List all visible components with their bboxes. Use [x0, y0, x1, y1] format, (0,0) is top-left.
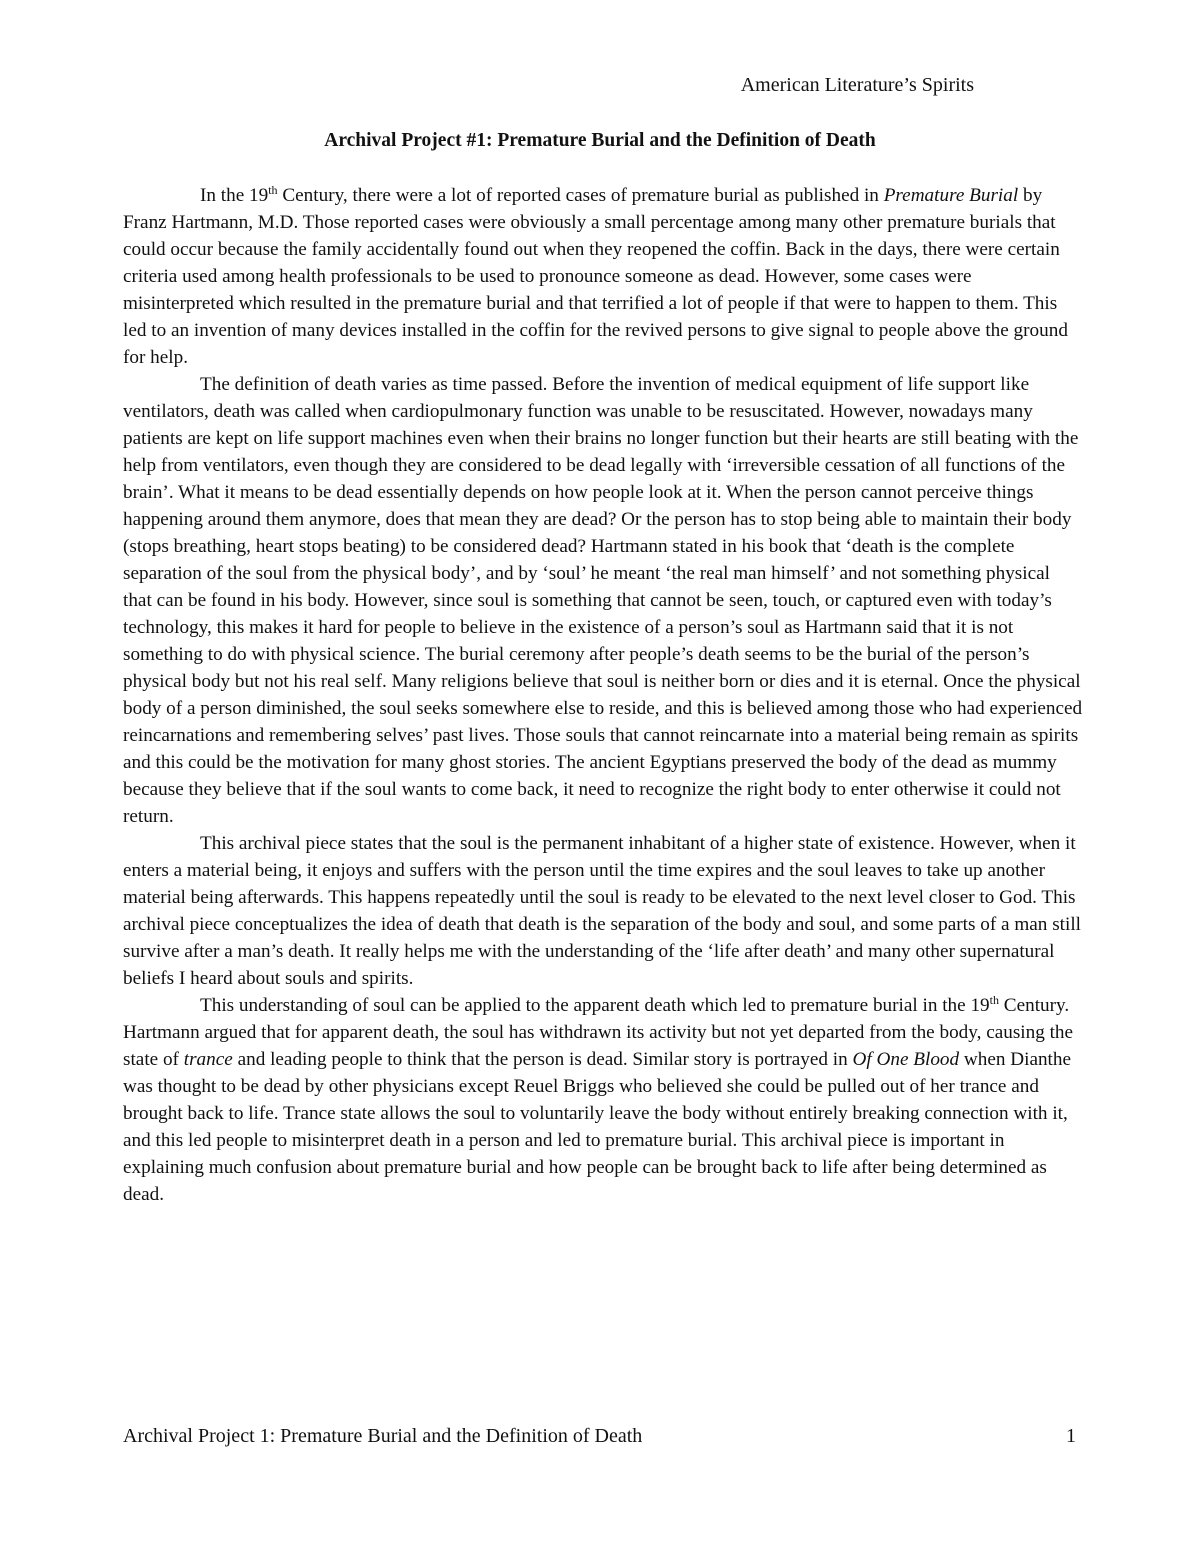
paragraph-4: [123, 992, 1083, 1208]
paragraph-4-text-b: Century. Hartmann argued that for apparent death, the soul has withdrawn its activity but not yet departed from the body, causing the state of: [123, 995, 1074, 1070]
paragraph-2: The definition of death varies as time passed. Before the invention of medical equipment of life support like ventilators, death was called when cardiopulmonary function was unable to be resuscitated. However, nowadays many patients are kept on life support machines even when their brains no longer function but their hearts are still beating with the help from ventilators, even though they are considered to be dead legally with ‘irreversible cessation of all functions of the brain’. What it means to be dead essentially depends on how people look at it. When the person cannot perceive things happening around them anymore, does that mean they are dead? Or the person has to stop being able to maintain their body (stops breathing, heart stops beating) to be considered dead? Hartmann stated in his book that ‘death is the complete separation of the soul from the physical body’, and by ‘soul’ he meant ‘the real man himself’ and not something physical that can be found in his body. However, since soul is something that cannot be seen, touch, or captured even with today’s technology, this makes it hard for people to believe in the existence of a person’s soul as Hartmann said that it is not something to do with physical science. The burial ceremony after people’s death seems to be the burial of the person’s physical body but not his real self. Many religions believe that soul is neither born or dies and it is eternal. Once the physical body of a person diminished, the soul seeks somewhere else to reside, and this is believed among those who had experienced reincarnations and remembering selves’ past lives. Those souls that cannot reincarnate into a material being remain as spirits and this could be the motivation for many ghost stories. The ancient Egyptians preserved the body of the dead as mummy because they believe that if the soul wants to come back, it need to recognize the right body to enter otherwise it could not return.: [123, 374, 1083, 827]
running-header: American Literature’s Spirits: [740, 74, 974, 96]
book-title-premature-burial: Premature Burial: [883, 185, 1019, 206]
paragraph-1-text-c: by Franz Hartmann, M.D. Those reported cases were obviously a small percentage among many other premature burials that could occur because the family accidentally found out when they reopened the coffin. Back in the days, there were certain criteria used among health professionals to be used to pronounce someone as dead. However, some cases were misinterpreted which resulted in the premature burial and that terrified a lot of people if that were to happen to them. This led to an invention of many devices installed in the coffin for the revived persons to give signal to people above the ground for help.: [123, 185, 1068, 368]
paragraph-4-text-a: This understanding of soul can be applied to the apparent death which led to premature burial in the 19: [200, 995, 990, 1016]
paragraph-3: This archival piece states that the soul is the permanent inhabitant of a higher state of existence. However, when it enters a material being, it enjoys and suffers with the person until the time expires and the soul leaves to take up another material being afterwards. This happens repeatedly until the soul is ready to be elevated to the next level closer to God. This archival piece conceptualizes the idea of death that death is the separation of the body and soul, and some parts of a man still survive after a man’s death. It really helps me with the understanding of the ‘life after death’ and many other supernatural beliefs I heard about souls and spirits.: [123, 833, 1081, 989]
document-body: [123, 182, 1083, 1208]
paragraph-1-text-a: In the 19: [200, 185, 269, 206]
book-title-of-one-blood: Of One Blood: [852, 1049, 960, 1070]
paragraph-4-text-c: and leading people to think that the person is dead. Similar story is portrayed in: [232, 1049, 853, 1070]
footer-title: Archival Project 1: Premature Burial and the Definition of Death: [123, 1425, 643, 1447]
paragraph-1: [123, 182, 1083, 371]
ordinal-suffix: th: [989, 993, 999, 1007]
document-title: Archival Project #1: Premature Burial and the Definition of Death: [324, 130, 876, 151]
paragraph-1-text-b: Century, there were a lot of reported cases of premature burial as published in: [277, 185, 884, 206]
page-number: 1: [1066, 1425, 1076, 1447]
paragraph-4-text-d: when Dianthe was thought to be dead by other physicians except Reuel Briggs who believed she could be pulled out of her trance and brought back to life. Trance state allows the soul to voluntarily leave the body without entirely breaking connection with it, and this led people to misinterpret death in a person and led to premature burial. This archival piece is important in explaining much confusion about premature burial and how people can be brought back to life after being determined as dead.: [123, 1049, 1072, 1205]
ordinal-suffix: th: [268, 183, 278, 197]
italic-trance: trance: [183, 1049, 233, 1070]
